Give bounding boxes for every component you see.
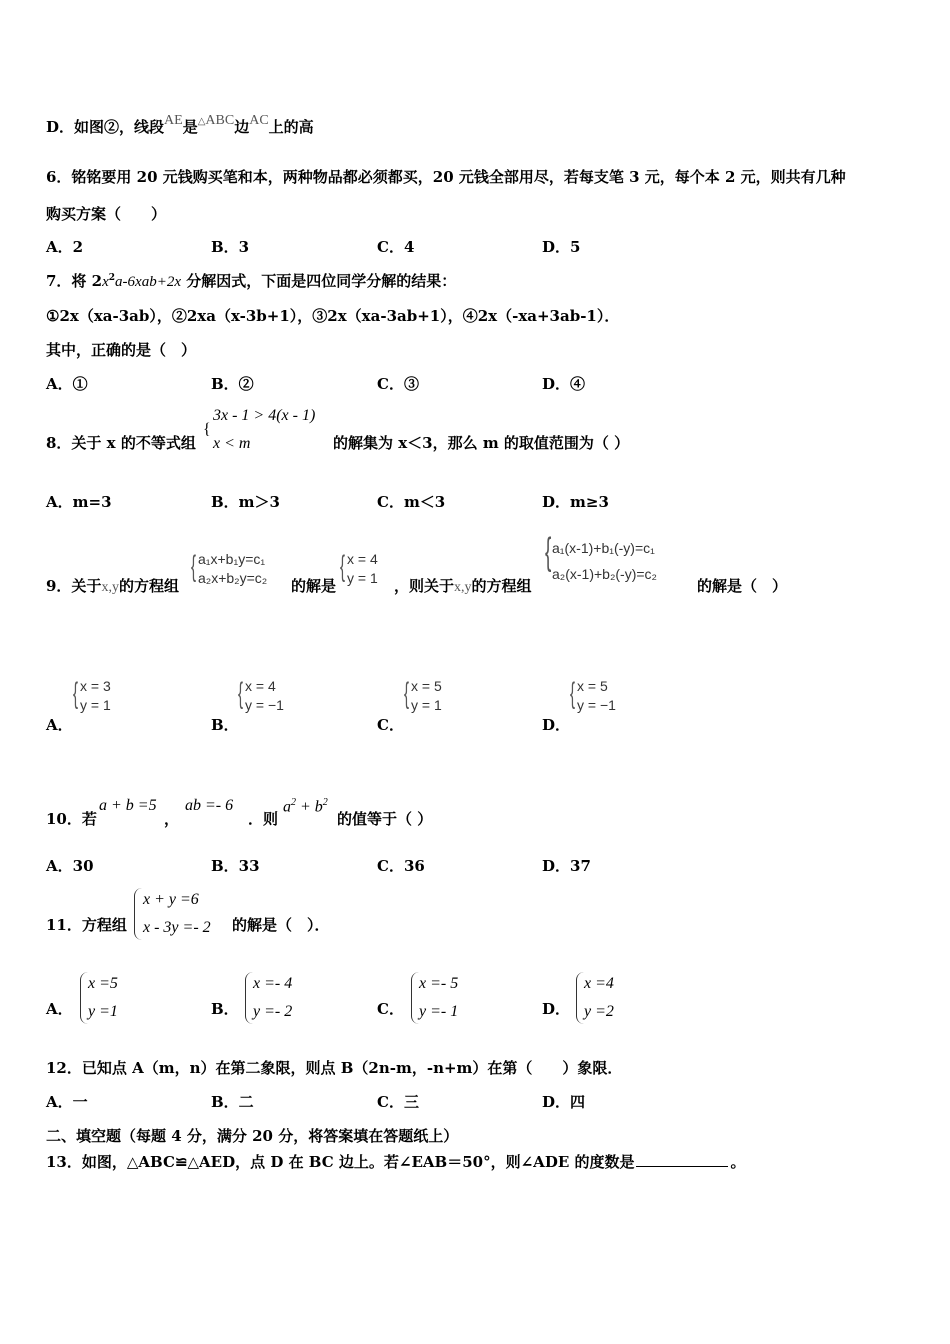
q11-option-a-system[interactable]: x =5 y =1	[80, 970, 140, 1026]
q10-mid: ．则	[248, 810, 279, 828]
answer-blank[interactable]	[636, 1166, 728, 1167]
q10-option-d[interactable]: D．37	[542, 857, 591, 875]
q9-option-a-system[interactable]: { x = 3 y = 1	[73, 677, 111, 713]
q7-answers: ①2x（xa-3ab），②2xa（x-3b+1），③2x（xa-3ab+1），④2x（-xa+3ab-1）．	[46, 307, 620, 325]
q10-option-c[interactable]: C．36	[377, 857, 425, 875]
q7-option-c[interactable]: C．③	[377, 375, 419, 393]
q9-mid3: ，则关于x,y的方程组	[394, 577, 532, 595]
q11-system: x + y =6 x - 3y =- 2	[134, 886, 234, 942]
q11-option-b-label[interactable]: B．	[211, 1000, 239, 1018]
q12-option-a[interactable]: A．一	[46, 1093, 88, 1111]
q9-system-2: { x = 4 y = 1	[340, 550, 378, 586]
math-ae: AE	[164, 113, 183, 128]
q7-option-a[interactable]: A．①	[46, 375, 88, 393]
q8-inequality-system: { 3x - 1 > 4(x - 1) x < m	[203, 407, 316, 452]
q8-option-c[interactable]: C．m＜3	[377, 493, 446, 511]
q10-expr-2: ab =- 6	[185, 797, 234, 814]
brace-icon: {	[340, 550, 346, 583]
q5-option-d: D．如图②，线段AE是△ABC边AC上的高	[46, 113, 314, 136]
brace-icon: {	[73, 677, 79, 710]
q9-suffix: 的解是（ ）	[697, 577, 788, 595]
q12-option-b[interactable]: B．二	[211, 1093, 254, 1111]
brace-icon: {	[404, 677, 410, 710]
q10-prefix: 10．若	[46, 810, 97, 828]
q8-option-b[interactable]: B．m＞3	[211, 493, 280, 511]
q11-option-c-system[interactable]: x =- 5 y =- 1	[411, 970, 481, 1026]
q9-prefix: 9．关于x,y的方程组	[46, 577, 179, 595]
q9-option-d-system[interactable]: { x = 5 y = −1	[570, 677, 616, 713]
q7-stem: 7．将 $2x^2a-6xab+2x$ 分解因式，下面是四位同学分解的结果：	[46, 272, 457, 290]
q6-option-d[interactable]: D．5	[542, 238, 581, 256]
q9-system-3: { a₁(x-1)+b₁(-y)=c₁ a₂(x-1)+b₂(-y)=c₂	[545, 531, 657, 582]
brace-icon: {	[238, 677, 244, 710]
q10-expr-3: $a^2 + b^2$	[283, 797, 328, 816]
q12-stem: 12．已知点 A（m，n）在第二象限，则点 B（2n-m，-n+m）在第（ ）象限．	[46, 1059, 623, 1077]
q10-suffix: 的值等于（ ）	[337, 810, 433, 828]
q11-option-d-system[interactable]: x =4 y =2	[576, 970, 636, 1026]
q11-prefix: 11．方程组	[46, 916, 127, 934]
q11-option-a-label[interactable]: A．	[46, 1000, 73, 1018]
q10-expr-1: a + b =5	[99, 797, 157, 814]
q12-option-d[interactable]: D．四	[542, 1093, 586, 1111]
brace-icon: {	[545, 531, 552, 573]
q9-option-c-system[interactable]: { x = 5 y = 1	[404, 677, 442, 713]
q9-option-c-label[interactable]: C．	[377, 716, 404, 734]
q11-suffix: 的解是（ ）．	[232, 916, 330, 934]
q8-option-d[interactable]: D．m≥3	[542, 493, 609, 511]
q11-option-d-label[interactable]: D．	[542, 1000, 571, 1018]
q9-option-b-label[interactable]: B．	[211, 716, 239, 734]
q11-option-b-system[interactable]: x =- 4 y =- 2	[245, 970, 315, 1026]
brace-icon: {	[203, 421, 211, 438]
q6-option-a[interactable]: A．2	[46, 238, 84, 256]
q9-option-a-label[interactable]: A．	[46, 716, 73, 734]
q7-option-d[interactable]: D．④	[542, 375, 586, 393]
brace-icon: {	[570, 677, 576, 710]
q6-stem-line2: 购买方案（ ）	[46, 205, 167, 223]
q9-mid2: 的解是	[291, 577, 337, 595]
q9-option-d-label[interactable]: D．	[542, 716, 571, 734]
brace-icon: {	[191, 550, 197, 583]
q10-comma: ，	[164, 810, 180, 828]
q12-option-c[interactable]: C．三	[377, 1093, 419, 1111]
q10-option-b[interactable]: B．33	[211, 857, 260, 875]
q6-option-b[interactable]: B．3	[211, 238, 250, 256]
q9-system-1: { a₁x+b₁y=c₁ a₂x+b₂y=c₂	[191, 550, 268, 586]
section-heading-fill-in: 二、填空题（每题 4 分，满分 20 分，将答案填在答题纸上）	[46, 1127, 459, 1145]
q8-suffix: 的解集为 x＜3，那么 m 的取值范围为（ ）	[333, 434, 630, 452]
q8-prefix: 8．关于 x 的不等式组	[46, 434, 196, 452]
q9-option-b-system[interactable]: { x = 4 y = −1	[238, 677, 284, 713]
q8-option-a[interactable]: A．m=3	[46, 493, 112, 511]
q13-stem: 13．如图，△ABC≌△AED，点 D 在 BC 边上。若∠EAB＝50°，则∠ADE 的度数是 。	[46, 1153, 746, 1171]
q6-option-c[interactable]: C．4	[377, 238, 415, 256]
q7-option-b[interactable]: B．②	[211, 375, 254, 393]
q6-stem-line1: 6．铭铭要用 20 元钱购买笔和本，两种物品都必须都买，20 元钱全部用尽，若每支笔 3 元，每个本 2 元，则共有几种	[46, 168, 846, 186]
q10-option-a[interactable]: A．30	[46, 857, 94, 875]
q7-which: 其中，正确的是（ ）	[46, 341, 197, 359]
q11-option-c-label[interactable]: C．	[377, 1000, 404, 1018]
